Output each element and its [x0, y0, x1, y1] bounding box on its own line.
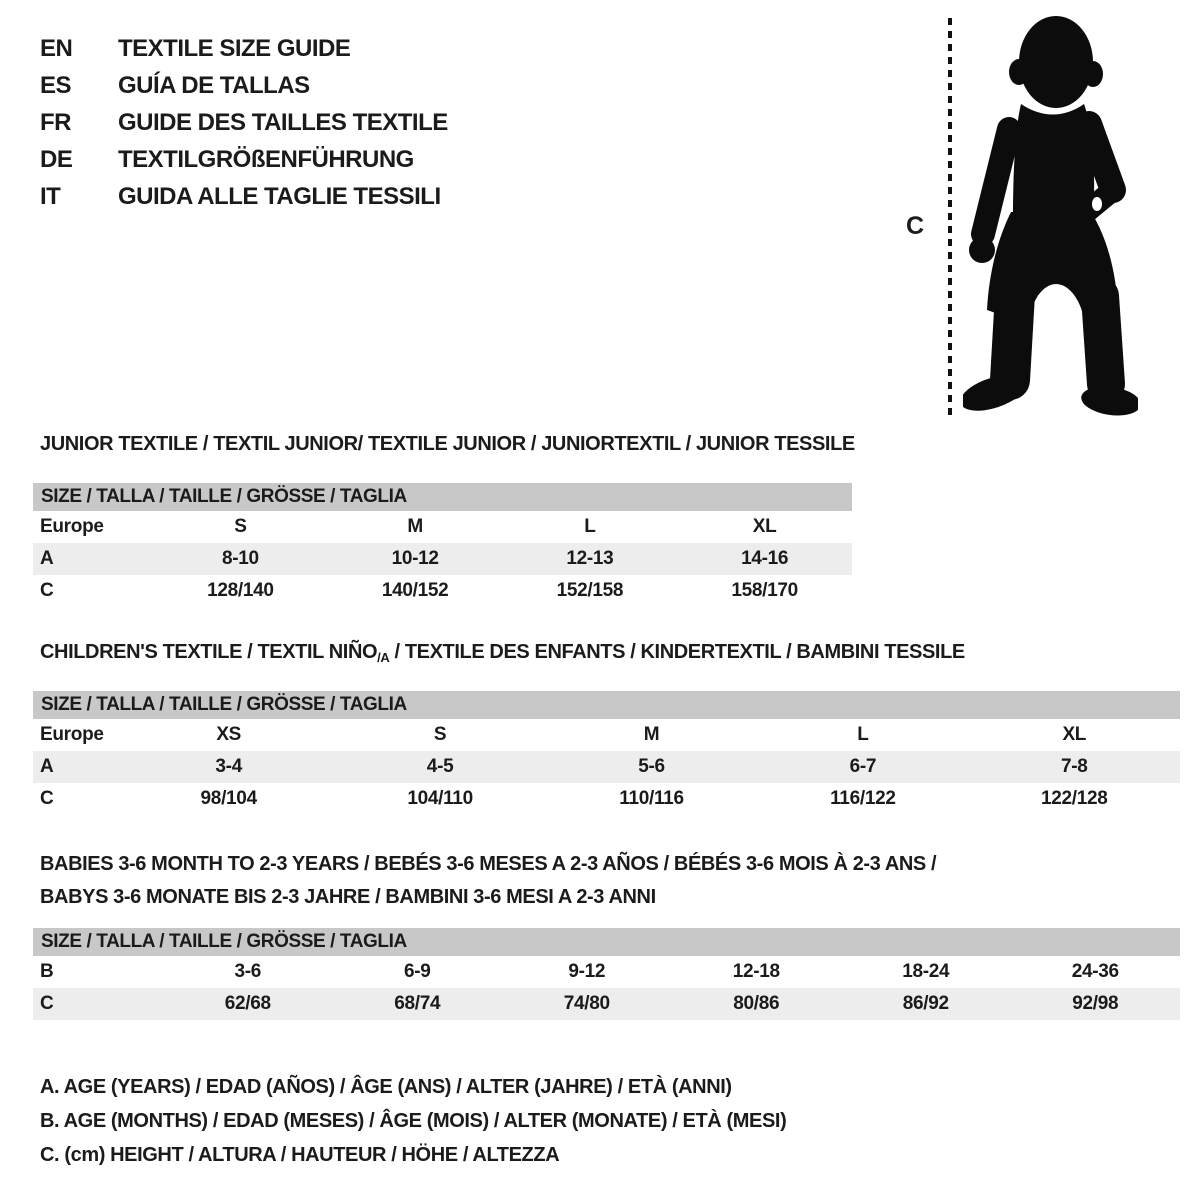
table-row	[33, 956, 1180, 988]
table-row	[33, 575, 852, 607]
language-label: TEXTILGRÖßENFÜHRUNG	[118, 146, 414, 173]
size-table-header: SIZE / TALLA / TAILLE / GRÖSSE / TAGLIA	[33, 928, 1180, 956]
size-cell: 18-24	[902, 961, 950, 982]
size-cell: 116/122	[830, 788, 896, 809]
table-row	[33, 511, 852, 543]
children-section-title	[40, 641, 965, 665]
size-cell: 12-18	[732, 961, 780, 982]
children-title-text: CHILDREN'S TEXTILE / TEXTIL NIÑO	[40, 641, 378, 663]
language-row	[40, 141, 448, 178]
size-cell: 98/104	[200, 788, 257, 809]
size-cell: XL	[1062, 724, 1087, 745]
language-label: GUIDE DES TAILLES TEXTILE	[118, 109, 448, 136]
size-cell: 6-7	[757, 751, 968, 783]
size-cell: 74/80	[502, 988, 672, 1020]
language-label: GUIDA ALLE TAGLIE TESSILI	[118, 183, 441, 210]
size-cell: 3-6	[234, 961, 262, 982]
row-label: B	[40, 961, 54, 982]
size-cell: S	[234, 516, 247, 537]
language-label: TEXTILE SIZE GUIDE	[118, 35, 351, 62]
row-label: C	[40, 788, 54, 809]
size-cell: 68/74	[333, 988, 503, 1020]
language-row	[40, 67, 448, 104]
size-cell: XS	[216, 724, 242, 745]
size-table-header: SIZE / TALLA / TAILLE / GRÖSSE / TAGLIA	[33, 483, 852, 511]
language-code: FR	[40, 109, 71, 136]
size-cell: 158/170	[731, 580, 798, 601]
children-size-table	[33, 691, 1180, 815]
size-cell: 80/86	[672, 988, 842, 1020]
junior-section-title: JUNIOR TEXTILE / TEXTIL JUNIOR/ TEXTILE JUNIOR / JUNIORTEXTIL / JUNIOR TESSILE	[40, 433, 855, 455]
size-cell: M	[643, 724, 660, 745]
row-label: C	[33, 988, 163, 1020]
table-row	[33, 751, 1180, 783]
table-row	[33, 543, 852, 575]
children-title-text: / TEXTILE DES ENFANTS / KINDERTEXTIL / BAMBINI TESSILE	[389, 641, 965, 663]
row-label: Europe	[40, 724, 104, 745]
language-row	[40, 178, 448, 215]
babies-section-title	[40, 848, 936, 914]
size-cell: S	[433, 724, 447, 745]
size-cell: 6-9	[403, 961, 431, 982]
size-cell: 104/110	[407, 788, 473, 809]
size-cell: 12-13	[503, 543, 678, 575]
language-row	[40, 104, 448, 141]
row-label: C	[40, 580, 54, 601]
size-cell: 3-4	[123, 751, 334, 783]
size-cell: 5-6	[546, 751, 757, 783]
language-code: DE	[40, 146, 73, 173]
size-cell: L	[857, 724, 869, 745]
size-cell: 9-12	[568, 961, 606, 982]
legend-line-a: A. AGE (YEARS) / EDAD (AÑOS) / ÂGE (ANS) / ALTER (JAHRE) / ETÀ (ANNI)	[40, 1076, 732, 1098]
size-cell: 92/98	[1011, 988, 1181, 1020]
legend-line-b: B. AGE (MONTHS) / EDAD (MESES) / ÂGE (MOIS) / ALTER (MONATE) / ETÀ (MESI)	[40, 1110, 787, 1132]
size-cell: L	[584, 516, 596, 537]
language-guide	[40, 30, 448, 215]
size-cell: XL	[752, 516, 777, 537]
language-label: GUÍA DE TALLAS	[118, 72, 310, 99]
size-cell: 8-10	[153, 543, 328, 575]
row-label: Europe	[40, 516, 104, 537]
size-cell: 128/140	[207, 580, 274, 601]
language-code: EN	[40, 35, 73, 62]
table-row	[33, 719, 1180, 751]
size-cell: 86/92	[841, 988, 1011, 1020]
measurement-legend	[40, 1070, 786, 1172]
table-row	[33, 783, 1180, 815]
size-cell: 10-12	[328, 543, 503, 575]
babies-title-line2: BABYS 3-6 MONATE BIS 2-3 JAHRE / BAMBINI 3-6 MESI A 2-3 ANNI	[40, 886, 656, 908]
babies-title-line1: BABIES 3-6 MONTH TO 2-3 YEARS / BEBÉS 3-6 MESES A 2-3 AÑOS / BÉBÉS 3-6 MOIS À 2-3 ANS /	[40, 853, 937, 875]
height-measure-label: C	[906, 212, 925, 240]
height-dashed-line	[948, 18, 952, 418]
children-title-subscript: /A	[377, 650, 390, 665]
size-cell: 140/152	[381, 580, 449, 601]
size-cell: 62/68	[163, 988, 333, 1020]
language-row	[40, 30, 448, 67]
size-cell: 7-8	[969, 751, 1180, 783]
language-code: ES	[40, 72, 72, 99]
babies-size-table	[33, 928, 1180, 1020]
size-cell: 24-36	[1071, 961, 1119, 982]
size-cell: 122/128	[1040, 788, 1108, 809]
table-row	[33, 988, 1180, 1020]
size-cell: 14-16	[677, 543, 852, 575]
size-cell: M	[407, 516, 423, 537]
size-table-header: SIZE / TALLA / TAILLE / GRÖSSE / TAGLIA	[33, 691, 1180, 719]
language-code: IT	[40, 183, 61, 210]
size-cell: 4-5	[334, 751, 545, 783]
row-label: A	[33, 543, 153, 575]
junior-size-table	[33, 483, 852, 607]
legend-line-c: C. (cm) HEIGHT / ALTURA / HAUTEUR / HÖHE / ALTEZZA	[40, 1144, 560, 1166]
toddler-silhouette-icon	[963, 14, 1138, 418]
row-label: A	[33, 751, 123, 783]
size-cell: 152/158	[556, 580, 624, 601]
size-cell: 110/116	[619, 788, 684, 809]
